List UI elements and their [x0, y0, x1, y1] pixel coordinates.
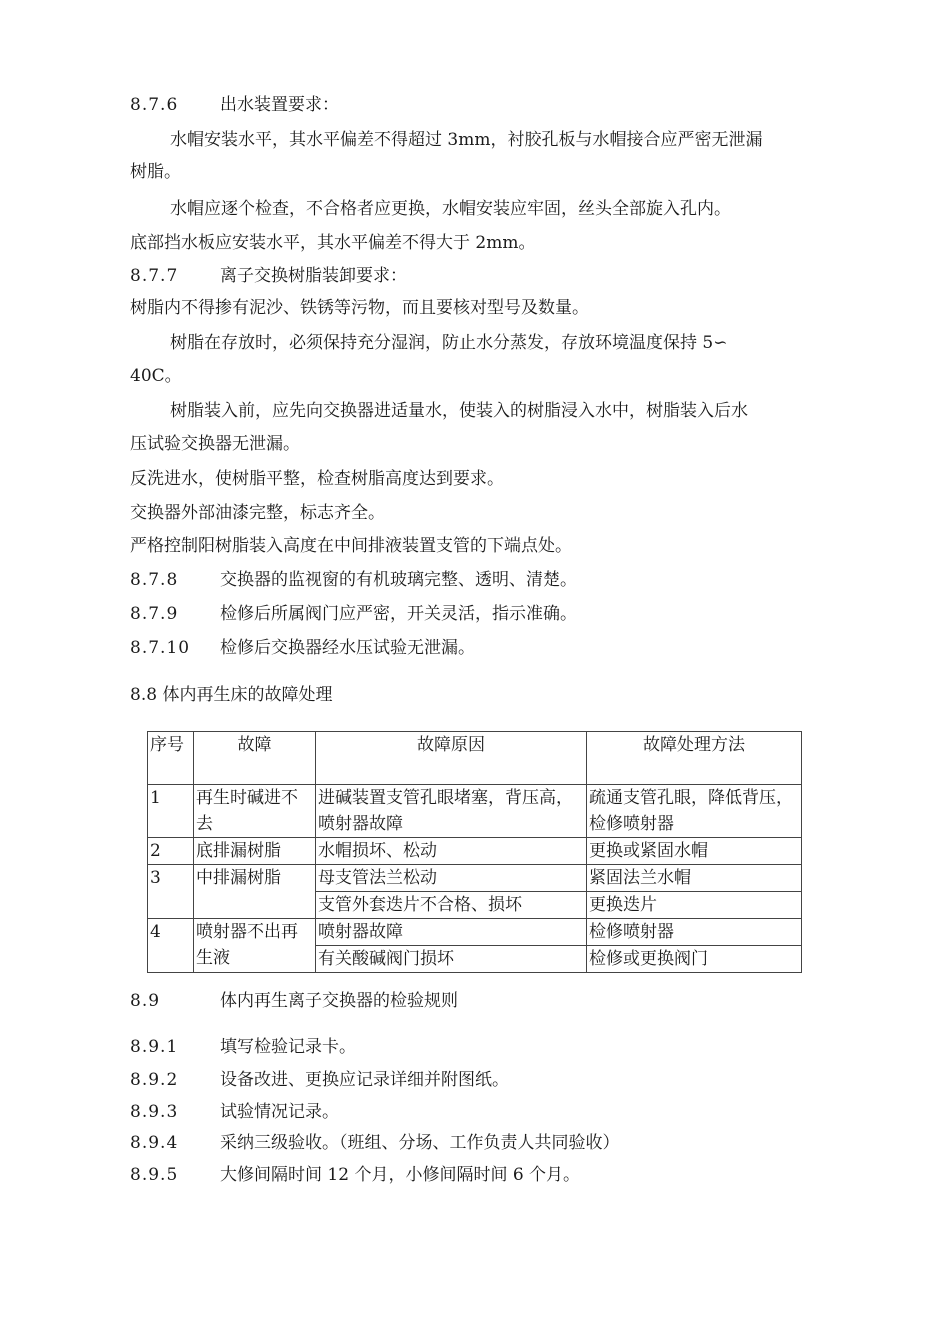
section-number: 8.9.1 — [130, 1037, 179, 1057]
cell-no: 1 — [148, 785, 194, 838]
paragraph: 树脂装入前，应先向交换器进适量水，使装入的树脂浸入水中，树脂装入后水 — [170, 401, 748, 421]
cell-cause: 水帽损坏、松动 — [316, 838, 587, 865]
cell-no: 2 — [148, 838, 194, 865]
cell-method: 检修或更换阀门 — [587, 946, 802, 973]
header-no: 序号 — [148, 732, 194, 785]
section-text: 填写检验记录卡。 — [220, 1037, 356, 1057]
cell-fault: 底排漏树脂 — [194, 838, 316, 865]
paragraph: 水帽安装水平，其水平偏差不得超过 3mm，衬胶孔板与水帽接合应严密无泄漏 — [170, 130, 763, 150]
section-text: 检修后所属阀门应严密，开关灵活，指示准确。 — [220, 604, 577, 624]
paragraph: 40C。 — [130, 366, 182, 386]
section-number: 8.9.5 — [130, 1165, 179, 1185]
section-number: 8.7.7 — [130, 266, 179, 286]
cell-no: 4 — [148, 919, 194, 973]
section-number: 8.7.10 — [130, 638, 191, 658]
header-fault: 故障 — [194, 732, 316, 785]
section-number: 8.9.3 — [130, 1102, 179, 1122]
cell-method: 更换或紧固水帽 — [587, 838, 802, 865]
section-number: 8.7.9 — [130, 604, 179, 624]
header-method: 故障处理方法 — [587, 732, 802, 785]
section-text: 检修后交换器经水压试验无泄漏。 — [220, 638, 475, 658]
cell-method: 紧固法兰水帽 — [587, 865, 802, 892]
paragraph: 树脂内不得掺有泥沙、铁锈等污物，而且要核对型号及数量。 — [130, 298, 589, 318]
cell-cause: 母支管法兰松动 — [316, 865, 587, 892]
table-row — [148, 865, 802, 892]
cell-method: 疏通支管孔眼，降低背压，检修喷射器 — [587, 785, 802, 838]
section-number: 8.7.6 — [130, 95, 179, 115]
section-number: 8.9 — [130, 991, 161, 1011]
table-row — [148, 919, 802, 946]
cell-cause: 喷射器故障 — [316, 919, 587, 946]
section-number: 8.9.4 — [130, 1133, 179, 1153]
paragraph: 水帽应逐个检查，不合格者应更换，水帽安装应牢固，丝头全部旋入孔内。 — [170, 199, 731, 219]
section-text: 大修间隔时间 12 个月，小修间隔时间 6 个月。 — [220, 1165, 581, 1185]
cell-method: 检修喷射器 — [587, 919, 802, 946]
section-text: 试验情况记录。 — [220, 1102, 339, 1122]
table-row — [148, 785, 802, 838]
paragraph: 树脂。 — [130, 162, 181, 182]
table-header-row — [148, 732, 802, 785]
section-number: 8.9.2 — [130, 1070, 179, 1090]
section-title: 离子交换树脂装卸要求： — [220, 266, 407, 286]
paragraph: 底部挡水板应安装水平，其水平偏差不得大于 2mm。 — [130, 233, 536, 253]
cell-no: 3 — [148, 865, 194, 919]
paragraph: 反洗进水，使树脂平整，检查树脂高度达到要求。 — [130, 469, 504, 489]
cell-fault: 再生时碱进不去 — [194, 785, 316, 838]
paragraph: 压试验交换器无泄漏。 — [130, 434, 300, 454]
table-row — [148, 838, 802, 865]
section-title: 体内再生离子交换器的检验规则 — [220, 991, 458, 1011]
fault-table — [147, 731, 802, 973]
section-number: 8.7.8 — [130, 570, 179, 590]
cell-cause: 进碱装置支管孔眼堵塞，背压高，喷射器故障 — [316, 785, 587, 838]
section-text: 交换器的监视窗的有机玻璃完整、透明、清楚。 — [220, 570, 577, 590]
section-text: 采纳三级验收。（班组、分场、工作负责人共同验收） — [220, 1133, 620, 1153]
header-cause: 故障原因 — [316, 732, 587, 785]
paragraph: 树脂在存放时，必须保持充分湿润，防止水分蒸发，存放环境温度保持 5∽ — [170, 333, 728, 353]
cell-fault: 中排漏树脂 — [194, 865, 316, 919]
cell-cause: 支管外套迭片不合格、损坏 — [316, 892, 587, 919]
cell-fault: 喷射器不出再生液 — [194, 919, 316, 973]
section-heading: 8.8 体内再生床的故障处理 — [130, 685, 333, 705]
section-text: 设备改进、更换应记录详细并附图纸。 — [220, 1070, 509, 1090]
cell-method: 更换迭片 — [587, 892, 802, 919]
paragraph: 严格控制阳树脂装入高度在中间排液装置支管的下端点处。 — [130, 536, 572, 556]
paragraph: 交换器外部油漆完整，标志齐全。 — [130, 503, 385, 523]
section-title: 出水装置要求： — [220, 95, 339, 115]
cell-cause: 有关酸碱阀门损坏 — [316, 946, 587, 973]
